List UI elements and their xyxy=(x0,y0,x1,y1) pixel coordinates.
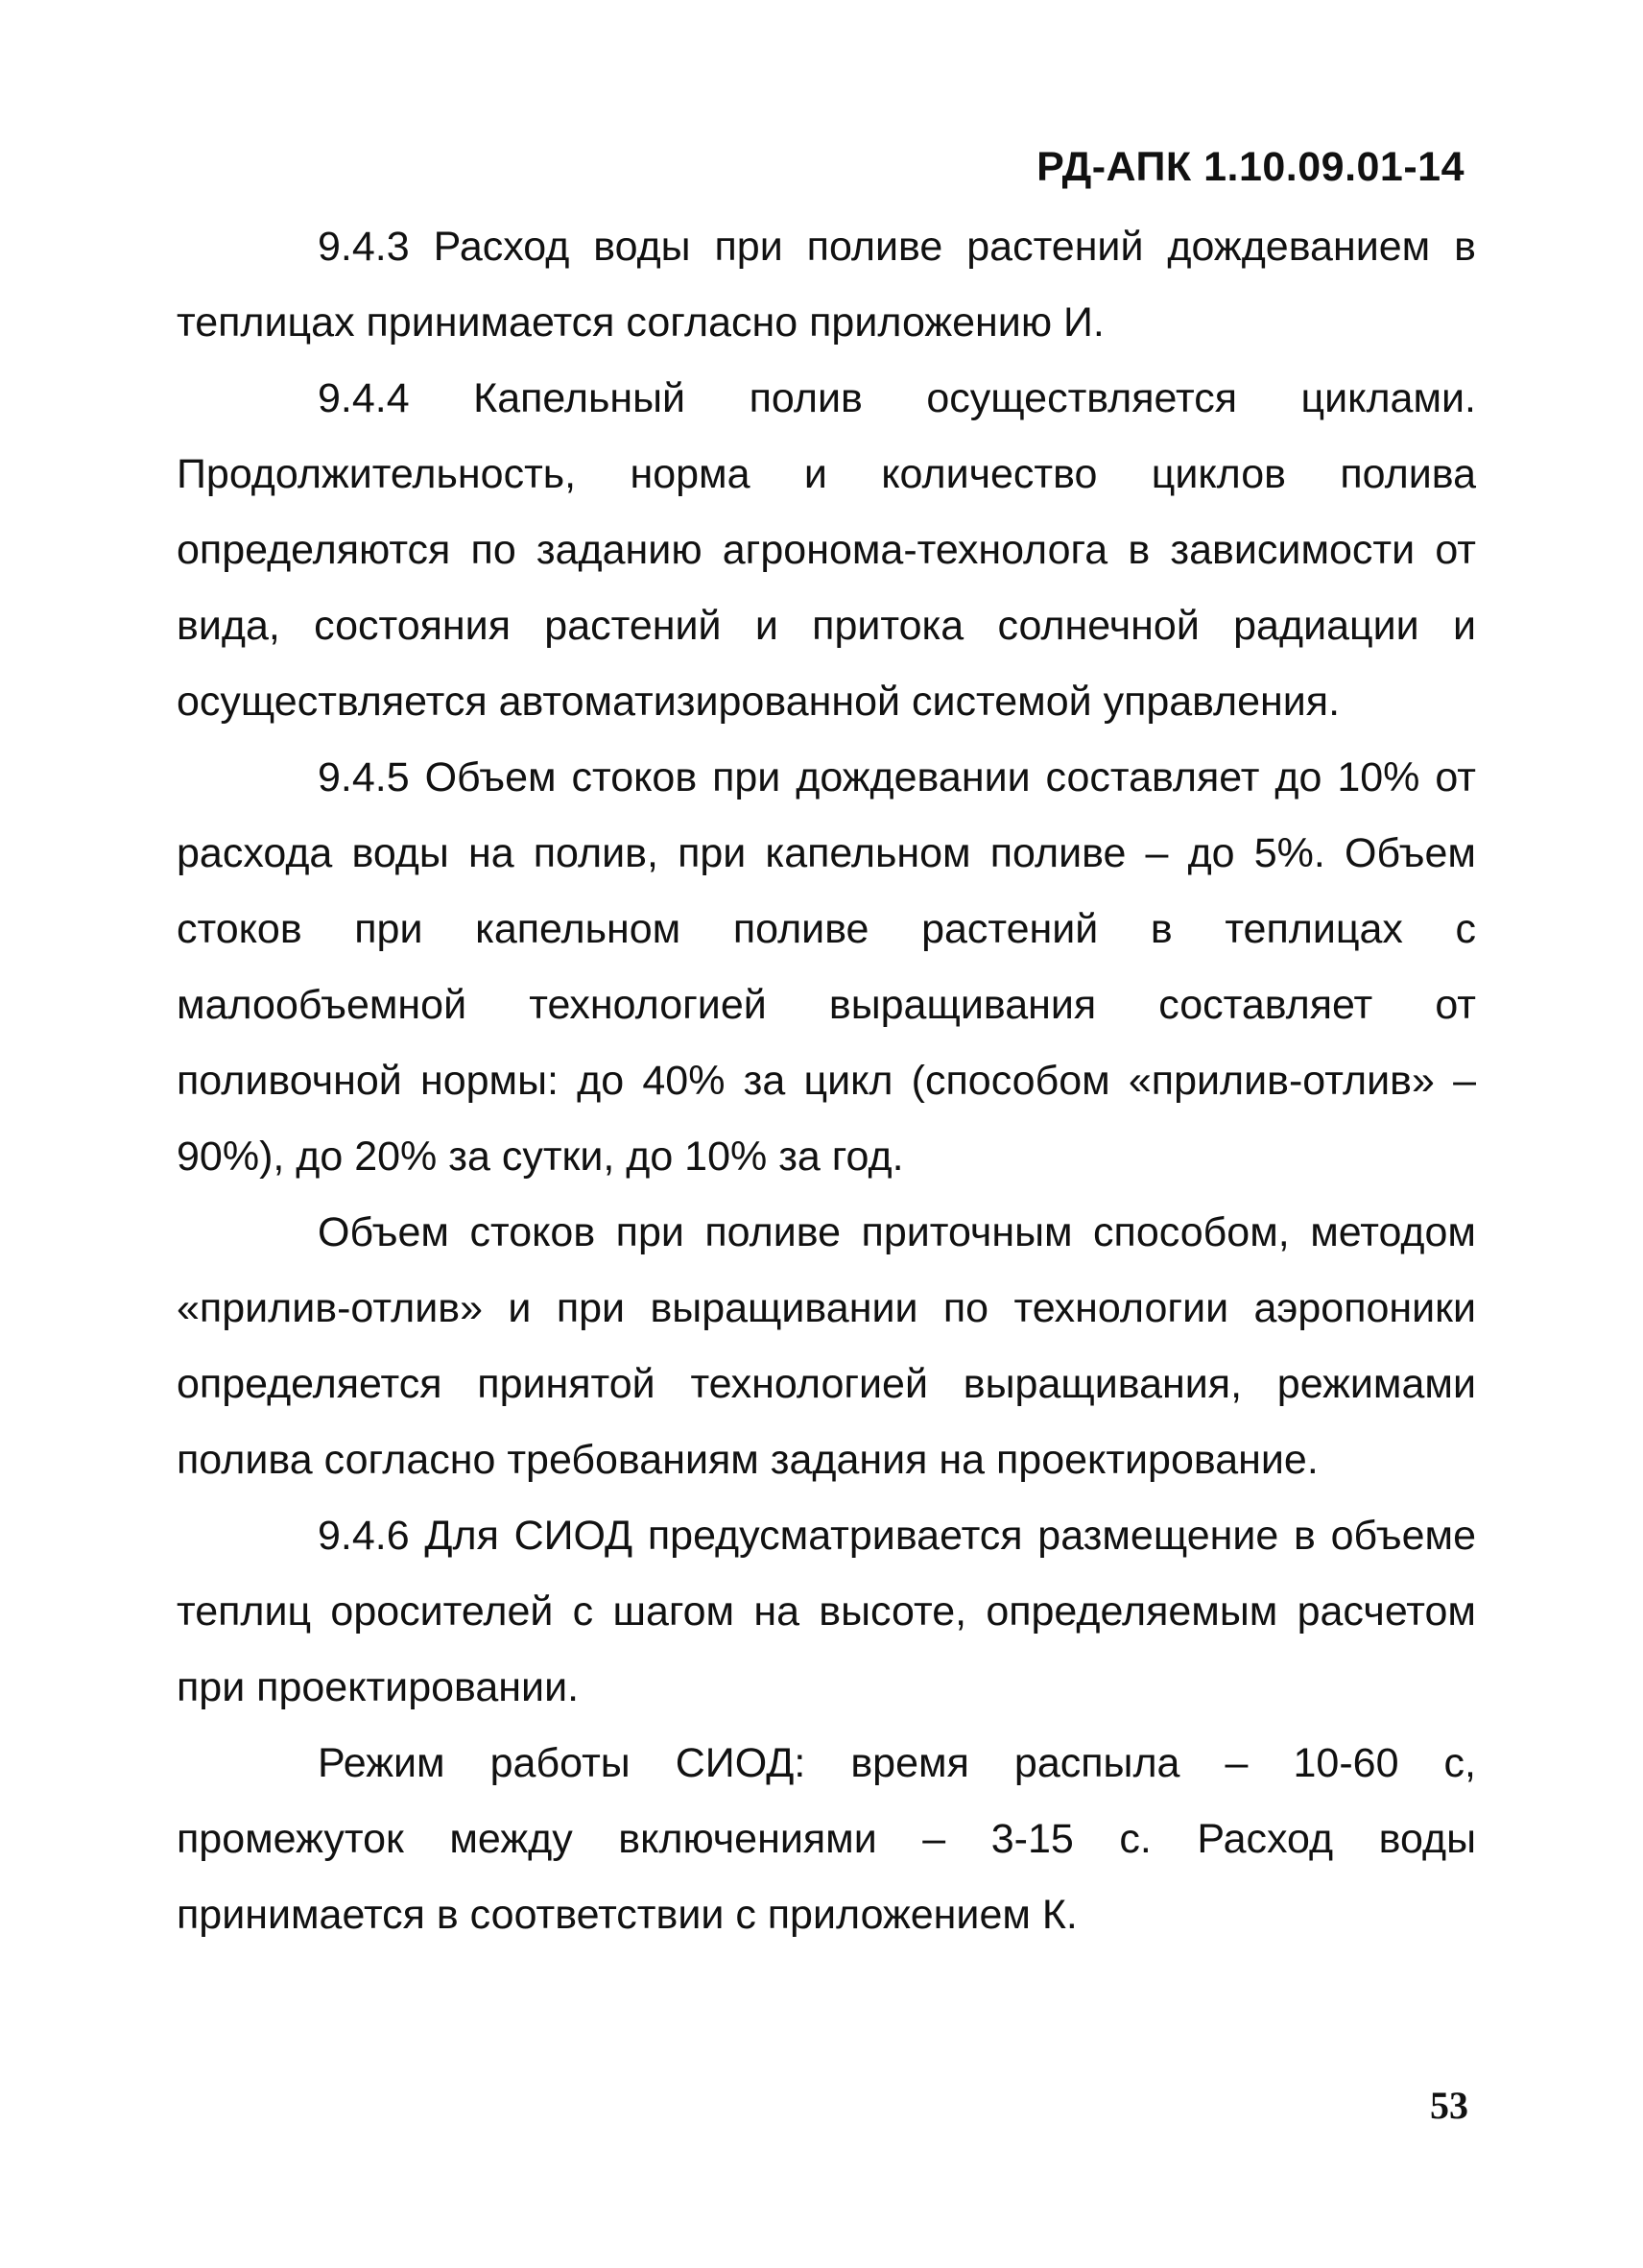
document-code-header: РД-АПК 1.10.09.01-14 xyxy=(1036,144,1464,190)
page-number: 53 xyxy=(1430,2084,1468,2127)
paragraph-9-4-3: 9.4.3 Расход воды при поливе растений дождеванием в теплицах принимается согласно приложению И. xyxy=(177,224,1476,346)
body-text xyxy=(177,209,1476,1953)
paragraph-siod-mode: Режим работы СИОД: время распыла – 10-60 с, промежуток между включениями – 3-15 с. Расход воды принимается в соответствии с приложением К. xyxy=(177,1740,1476,1938)
paragraph-runoff-volume: Объем стоков при поливе приточным способом, методом «прилив-отлив» и при выращивании по технологии аэропоники определяется принятой технологией выращивания, режимами полива согласно требованиям задания на проектирование. xyxy=(177,1209,1476,1483)
paragraph-9-4-4: 9.4.4 Капельный полив осуществляется циклами. Продолжительность, норма и количество циклов полива определяются по заданию агронома-технолога в зависимости от вида, состояния растений и притока солнечной радиации и осуществляется автоматизированной системой управления. xyxy=(177,375,1476,725)
paragraph-9-4-6: 9.4.6 Для СИОД предусматривается размещение в объеме теплиц оросителей с шагом на высоте, определяемым расчетом при проектировании. xyxy=(177,1513,1476,1710)
paragraph-9-4-5: 9.4.5 Объем стоков при дождевании составляет до 10% от расхода воды на полив, при капельном поливе – до 5%. Объем стоков при капельном поливе растений в теплицах с малообъемной технологией выращивания составляет от поливочной нормы: до 40% за цикл (способом «прилив-отлив» – 90%), до 20% за сутки, до 10% за год. xyxy=(177,754,1476,1180)
